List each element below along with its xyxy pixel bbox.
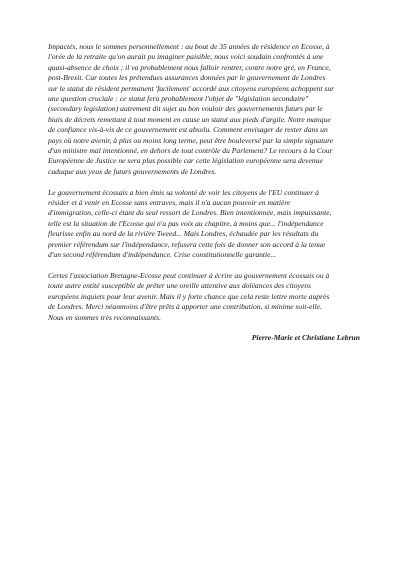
paragraph-impact: Impactés, nous le sommes personnellement : au bout de 35 années de résidence en Ecosse, à l'orée de la retraite qu'on aurait pu imaginer paisible, nous voici soudain confrontés à une quasi-absence de choix ; il va probablement nous falloir rentrer, contre notre gré, en France, post-Brexit. Car toutes les prétendues assurances données par le gouvernement de Londres sur le statut de résident permanent 'facilement' accordé aux citoyens européens achoppent sur une question cruciale : ce statut fera probablement l'objet de "législation secondaire" (secondary legislation) autrement dit sujet au bon vouloir des gouvernements futurs par le biais de décrets remettant à tout moment en cause un statut aux pieds d'argile. Notre manque de confiance vis-à-vis de ce gouvernement est absolu. Comment envisager de rester dans un pays où notre avenir, à plus ou moins long terme, peut être bouleversé par la simple signature d'un ministre mal intentionné, en dehors de tout contrôle du Parlement? Le recours à la Cour Européenne de Justice ne sera plus possible car cette législation européenne sera devenue caduque aux yeux de futurs gouvernements de Londres.: [48, 42, 335, 176]
document-page: [48, 42, 360, 344]
paragraph-association: Certes l'association Bretagne-Ecosse peut continuer à écrire au gouvernement écossais ou à toute autre entité susceptible de prêter une oreille attentive aux doléances des citoyens européens inquiets pour leur avenir. Mais il y forte chance que cela reste lettre morte auprès de Londres. Merci néanmoins d'être prêts à apporter une contribution, si minime soit-elle. Nous en sommes très reconnaissants.: [48, 270, 330, 322]
paragraph-scottish-government: Le gouvernement écossais a bien émis sa volonté de voir les citoyens de l'EU continuer à résider et à venir en Ecosse sans entraves, mais il n'a aucun pouvoir en matière d'immigration, celle-ci étant du seul ressort de Londres. Bien intentionnée, mais impuissante, telle est la situation de l'Ecosse qui n'a pas voix au chapitre, à moins que... l'indépendance fleurisse enfin au nord de la rivière Tweed... Mais Londres, échaudée par les résultats du premier référendum sur l'indépendance, refusera cette fois de donner son accord à la tenue d'un second référendum d'indépendance. Crise constitutionnelle garantie...: [48, 187, 332, 260]
signature: Pierre-Marie et Christiane Lebrun: [251, 333, 360, 343]
